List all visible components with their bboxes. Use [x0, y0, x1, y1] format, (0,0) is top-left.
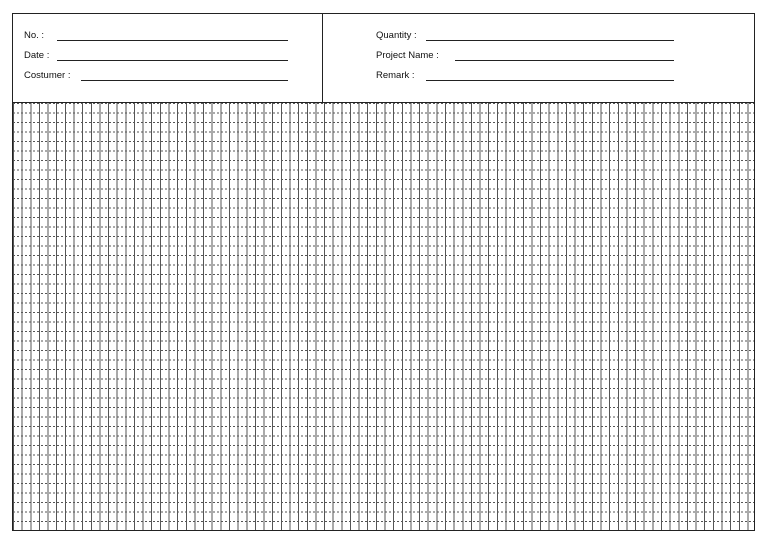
field-quantity-line[interactable] — [426, 40, 674, 41]
field-date — [24, 49, 289, 63]
field-quantity-label: Quantity : — [376, 30, 417, 41]
order-sheet — [12, 13, 755, 531]
field-project-name — [376, 49, 676, 63]
header-divider — [322, 14, 323, 102]
grid-horizontal-lines — [13, 103, 754, 530]
field-costumer-label: Costumer : — [24, 70, 71, 81]
field-date-line[interactable] — [57, 60, 288, 61]
form-header — [13, 14, 754, 103]
field-project-name-line[interactable] — [455, 60, 674, 61]
field-costumer-line[interactable] — [81, 80, 288, 81]
field-date-label: Date : — [24, 50, 50, 61]
field-quantity — [376, 29, 676, 43]
field-costumer — [24, 69, 289, 83]
field-remark-label: Remark : — [376, 70, 415, 81]
field-remark — [376, 69, 676, 83]
field-remark-line[interactable] — [426, 80, 674, 81]
field-no — [24, 29, 289, 43]
field-project-name-label: Project Name : — [376, 50, 439, 61]
field-no-label: No. : — [24, 30, 45, 41]
field-no-line[interactable] — [57, 40, 288, 41]
